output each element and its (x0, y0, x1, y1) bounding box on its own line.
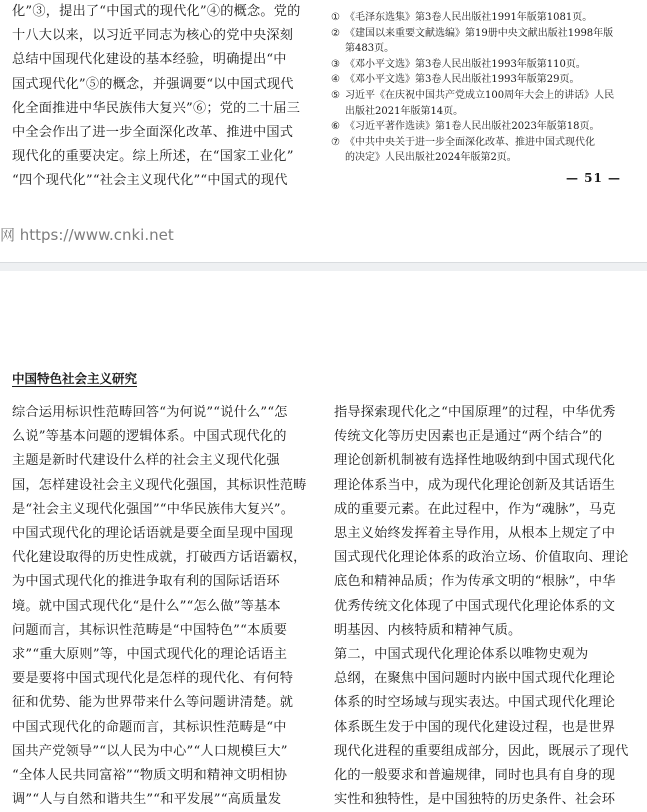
footnotes (331, 10, 641, 166)
footnote-number: ⑥ (331, 121, 340, 133)
text-line: 综合运用标识性范畴回答“为何说”“说什么”“怎 (12, 405, 288, 420)
text-line: 调”“人与自然和谐共生”“和平发展”“高质量发 (12, 792, 282, 808)
text-line: 明基因、内核特质和精神气质。 (334, 622, 522, 638)
bottom-right-column (334, 401, 639, 812)
footnote-text: 的决定》人民出版社2024年版第2页。 (345, 152, 517, 164)
text-line: 国式现代化”⑤的概念，并强调要“以中国式现代 (12, 76, 294, 92)
text-line: “四个现代化”“社会主义现代化”“中国式的现代 (12, 173, 288, 189)
text-line: 问题而言，其标识性范畴是“中国特色”“本质要 (12, 622, 288, 638)
top-page (0, 0, 647, 215)
watermark: 网 https://www.cnki.net (0, 226, 174, 244)
text-line: 为中国式现代化的推进争取有利的国际话语环 (12, 574, 280, 590)
text-line: 底色和精神品质；作为传承文明的“根脉”，中华 (334, 574, 616, 590)
text-line: 优秀传统文化体现了中国式现代化理论体系的文 (334, 598, 616, 614)
footnote-number: ④ (331, 74, 340, 86)
text-line: 化全面推进中华民族伟大复兴”⑥；党的二十届三 (12, 100, 301, 116)
text-line: 要是要将中国式现代化是怎样的现代化、有何特 (12, 671, 294, 687)
text-line: 征和优势、能为世界带来什么等问题讲清楚。就 (12, 695, 294, 711)
page-number: — 51 — (566, 171, 622, 185)
footnote-number: ⑤ (331, 89, 340, 101)
text-line: 现代化进程的重要组成部分，因此，既展示了现代 (334, 743, 629, 759)
text-line: 国，怎样建设社会主义现代化强国，其标识性范畴 (12, 477, 307, 493)
text-line: 总纲，在聚焦中国问题时内嵌中国式现代化理论 (334, 671, 616, 687)
text-line: 成的重要元素。在此过程中，作为“魂脉”，马克 (334, 501, 616, 517)
footnote (331, 72, 641, 88)
text-line: “全体人民共同富裕”“物质文明和精神文明相协 (12, 768, 288, 784)
footnote-number: ② (331, 27, 340, 39)
footnote (331, 119, 641, 135)
text-line: 第二，中国式现代化理论体系以唯物史观为 (334, 647, 589, 663)
bottom-page (0, 271, 647, 808)
section-title: 中国特色社会主义研究 (12, 371, 138, 386)
text-line: 化的一般要求和普遍规律，同时也具有自身的现 (334, 768, 616, 784)
footnote-text: 《邓小平文选》第3卷人民出版社1993年版第110页。 (345, 58, 586, 70)
text-line: 求”“重大原则”等，中国式现代化的理论话语主 (12, 647, 288, 663)
text-line: 中国式现代化的理论话语就是要全面呈现中国现 (12, 526, 294, 542)
text-line: 是“社会主义现代化强国”“中华民族伟大复兴”。 (12, 501, 295, 517)
text-line: 体系的时空场域与现实表达。中国式现代化理论 (334, 695, 616, 711)
footnote (331, 135, 641, 166)
footnote-text: 《习近平著作选读》第1卷人民出版社2023年版第18页。 (345, 121, 600, 133)
text-line: 现代化的重要决定。综上所述，在“国家工业化” (12, 149, 294, 165)
text-line: 十八大以来，以习近平同志为核心的党中央深刻 (12, 28, 294, 44)
footnote-number: ③ (331, 58, 340, 70)
footnote (331, 57, 641, 73)
footnote-text: 出版社2021年版第14页。 (345, 105, 464, 117)
text-line: 理论体系当中，成为现代化理论创新及其话语生 (334, 477, 616, 493)
footnote-number: ⑦ (331, 136, 340, 148)
page-gap (0, 262, 647, 271)
text-line: 理论创新机制被有选择性地吸纳到中国式现代化 (334, 453, 616, 469)
text-line: 中国式现代化的命题而言，其标识性范畴是“中 (12, 719, 287, 735)
footnote (331, 88, 641, 119)
text-line: 传统文化等历史因素也正是通过“两个结合”的 (334, 429, 603, 445)
top-left-column (12, 0, 312, 194)
text-line: 总结中国现代化建设的基本经验，明确提出“中 (12, 52, 287, 68)
footnote (331, 26, 641, 57)
footnote-text: 《中共中央关于进一步全面深化改革、推进中国式现代化 (345, 136, 595, 148)
footnote (331, 10, 641, 26)
footnote-text: 《邓小平文选》第3卷人民出版社1993年版第29页。 (345, 74, 580, 86)
footnote-number: ① (331, 12, 340, 23)
text-line: 指导探索现代化之“中国原理”的过程，中华优秀 (334, 405, 616, 420)
text-line: 国式现代化理论体系的政治立场、价值取向、理论 (334, 550, 629, 566)
text-line: 化”③，提出了“中国式的现代化”④的概念。党的 (12, 4, 301, 19)
footnote-text: 《建国以来重要文献选编》第19册中央文献出版社1998年版 (345, 27, 614, 39)
footnote-text: 习近平《在庆祝中国共产党成立100周年大会上的讲话》人民 (345, 89, 615, 101)
text-line: 代化建设取得的历史性成就，打破西方话语霸权， (12, 550, 307, 566)
footnote-text: 第483页。 (345, 43, 395, 55)
text-line: 思主义始终发挥着主导作用，从根本上规定了中 (334, 526, 616, 542)
text-line: 国共产党领导”“以人民为中心”“人口规模巨大” (12, 743, 288, 759)
footnote-text: 《毛泽东选集》第3卷人民出版社1991年版第1081页。 (345, 12, 593, 23)
text-line: 体系既生发于中国的现代化建设过程，也是世界 (334, 719, 616, 735)
text-line: 境。就中国式现代化“是什么”“怎么做”等基本 (12, 598, 281, 614)
text-line: 中全会作出了进一步全面深化改革、推进中国式 (12, 125, 294, 141)
text-line: 主题是新时代建设什么样的社会主义现代化强 (12, 453, 280, 469)
bottom-left-column (12, 401, 312, 812)
text-line: 么说”等基本问题的逻辑体系。中国式现代化的 (12, 429, 287, 445)
text-line: 实性和独特性，是中国独特的历史条件、社会环 (334, 792, 616, 808)
